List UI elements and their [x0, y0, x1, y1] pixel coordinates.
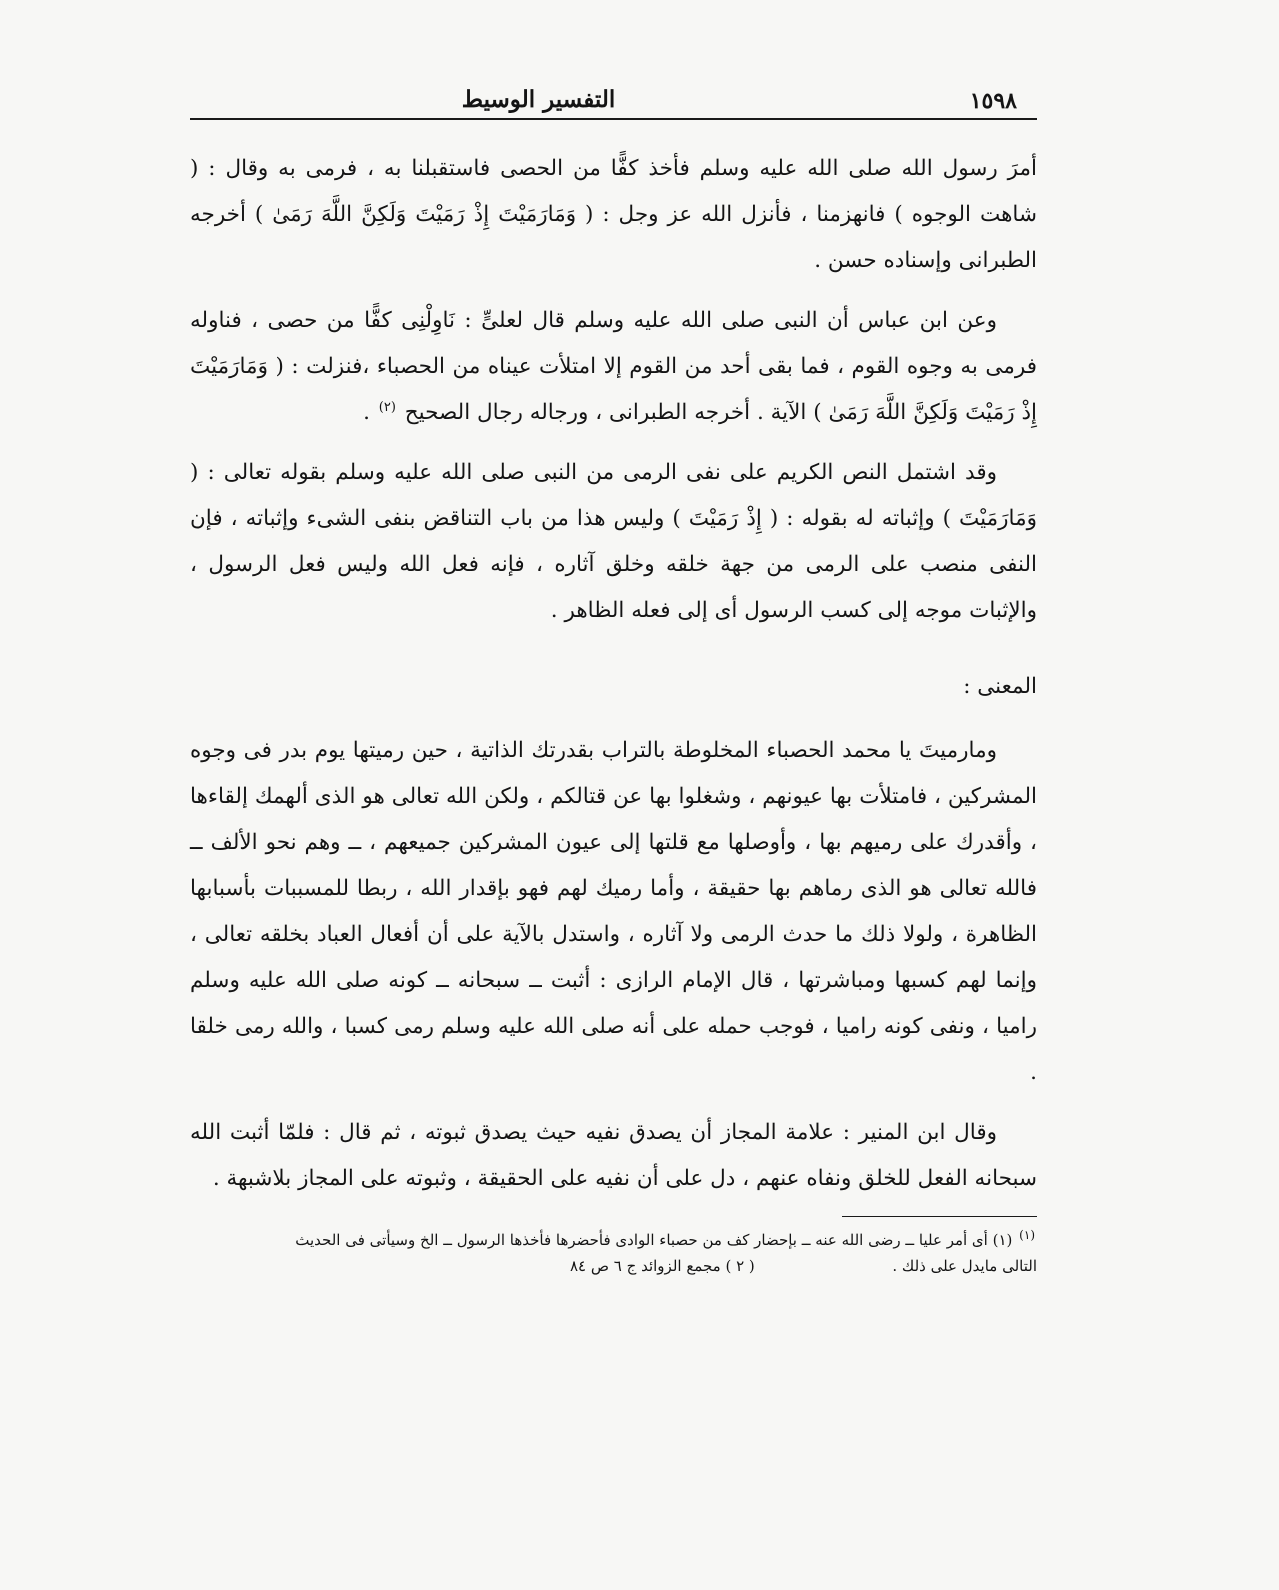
- section-heading: المعنى :: [963, 674, 1037, 699]
- footnote-row-2: [190, 1253, 1037, 1279]
- footnotes: [190, 1227, 1037, 1279]
- paragraph-2: [190, 298, 1037, 436]
- body-text: [190, 146, 1037, 1202]
- paragraph-5-text: وقال ابن المنير : علامة المجاز أن يصدق نفيه حيث يصدق ثبوته ، ثم قال : فلمّا أثبت الله سبحانه الفعل للخلق ونفاه عنهم ، دل على أن نفيه على الحقيقة ، وثبوته على المجاز بلاشبهة .: [190, 1120, 1037, 1191]
- footnote-2: ( ٢ ) مجمع الزوائد ج ٦ ص ٨٤: [570, 1257, 755, 1275]
- paragraph-3: [190, 450, 1037, 634]
- footnote-1-line-2: التالى مايدل على ذلك .: [892, 1257, 1037, 1275]
- paragraph-1-text: أمرَ رسول الله صلى الله عليه وسلم فأخذ كفًّا من الحصى فاستقبلنا به ، فرمى به وقال : ( شاهت الوجوه ) فانهزمنا ، فأنزل الله عز وجل : ( وَمَارَمَيْتَ إِذْ رَمَيْتَ وَلَكِنَّ اللَّهَ رَمَىٰ ) أخرجه الطبرانى وإسناده حسن .: [190, 156, 1037, 273]
- running-head: [190, 78, 1037, 120]
- paragraph-2-text: وعن ابن عباس أن النبى صلى الله عليه وسلم قال لعلىٍّ : نَاوِلْنِى كفًّا من حصى ، فناوله فرمى به وجوه القوم ، فما بقى أحد من القوم إلا امتلأت عيناه من الحصباء ،فنزلت : ( وَمَارَمَيْتَ إِذْ رَمَيْتَ وَلَكِنَّ اللَّهَ رَمَىٰ ) الآية . أخرجه الطبرانى ، ورجاله رجال الصحيح: [190, 308, 1037, 425]
- paragraph-5: [190, 1110, 1037, 1202]
- footnote-1-line-1: [190, 1227, 1037, 1253]
- paragraph-2-end: .: [363, 400, 370, 425]
- footnote-ref-2[interactable]: (٢): [378, 399, 396, 415]
- footnote-ref-1[interactable]: (١): [1019, 1228, 1035, 1242]
- paragraph-3-text: وقد اشتمل النص الكريم على نفى الرمى من النبى صلى الله عليه وسلم بقوله تعالى : ( وَمَارَمَيْتَ ) وإثباته له بقوله : ( إِذْ رَمَيْتَ ) وليس هذا من باب التناقض بنفى الشىء وإثباته ، فإن النفى منصب على الرمى من جهة خلقه وخلق آثاره ، فإنه فعل الله وليس فعل الرسول ، والإثبات موجه إلى كسب الرسول أى إلى فعله الظاهر .: [190, 460, 1037, 623]
- page-number: ١٥٩٨: [969, 88, 1017, 114]
- footnote-rule: [842, 1216, 1037, 1217]
- running-title: التفسير الوسيط: [461, 86, 616, 113]
- footnote-1-text: (١) أى أمر عليا ــ رضى الله عنه ــ بإحضار كف من حصباء الوادى فأحضرها فأخذها الرسول ــ الخ وسيأتى فى الحديث: [295, 1231, 1013, 1249]
- paragraph-1: [190, 146, 1037, 284]
- paragraph-4-text: ومارميتَ يا محمد الحصباء المخلوطة بالتراب بقدرتك الذاتية ، حين رميتها يوم بدر فى وجوه المشركين ، فامتلأت بها عيونهم ، وشغلوا بها عن قتالكم ، ولكن الله تعالى هو الذى ألهمك إلقاءها ، وأقدرك على رميهم بها ، وأوصلها مع قلتها إلى عيون المشركين جميعهم ، ــ وهم نحو الألف ــ فالله تعالى هو الذى رماهم بها حقيقة ، وأما رميك لهم فهو بإقدار الله ، ربطا للمسببات بأسبابها الظاهرة ، ولولا ذلك ما حدث الرمى ولا آثاره ، واستدل بالآية على أن أفعال العباد بخلقه تعالى ، وإنما لهم كسبها ومباشرتها ، قال الإمام الرازى : أثبت ــ سبحانه ــ كونه صلى الله عليه وسلم راميا ، ونفى كونه راميا ، فوجب حمله على أنه صلى الله عليه وسلم رمى كسبا ، والله رمى خلقا .: [190, 738, 1037, 1085]
- paragraph-4: [190, 728, 1037, 1096]
- page: [190, 78, 1037, 1518]
